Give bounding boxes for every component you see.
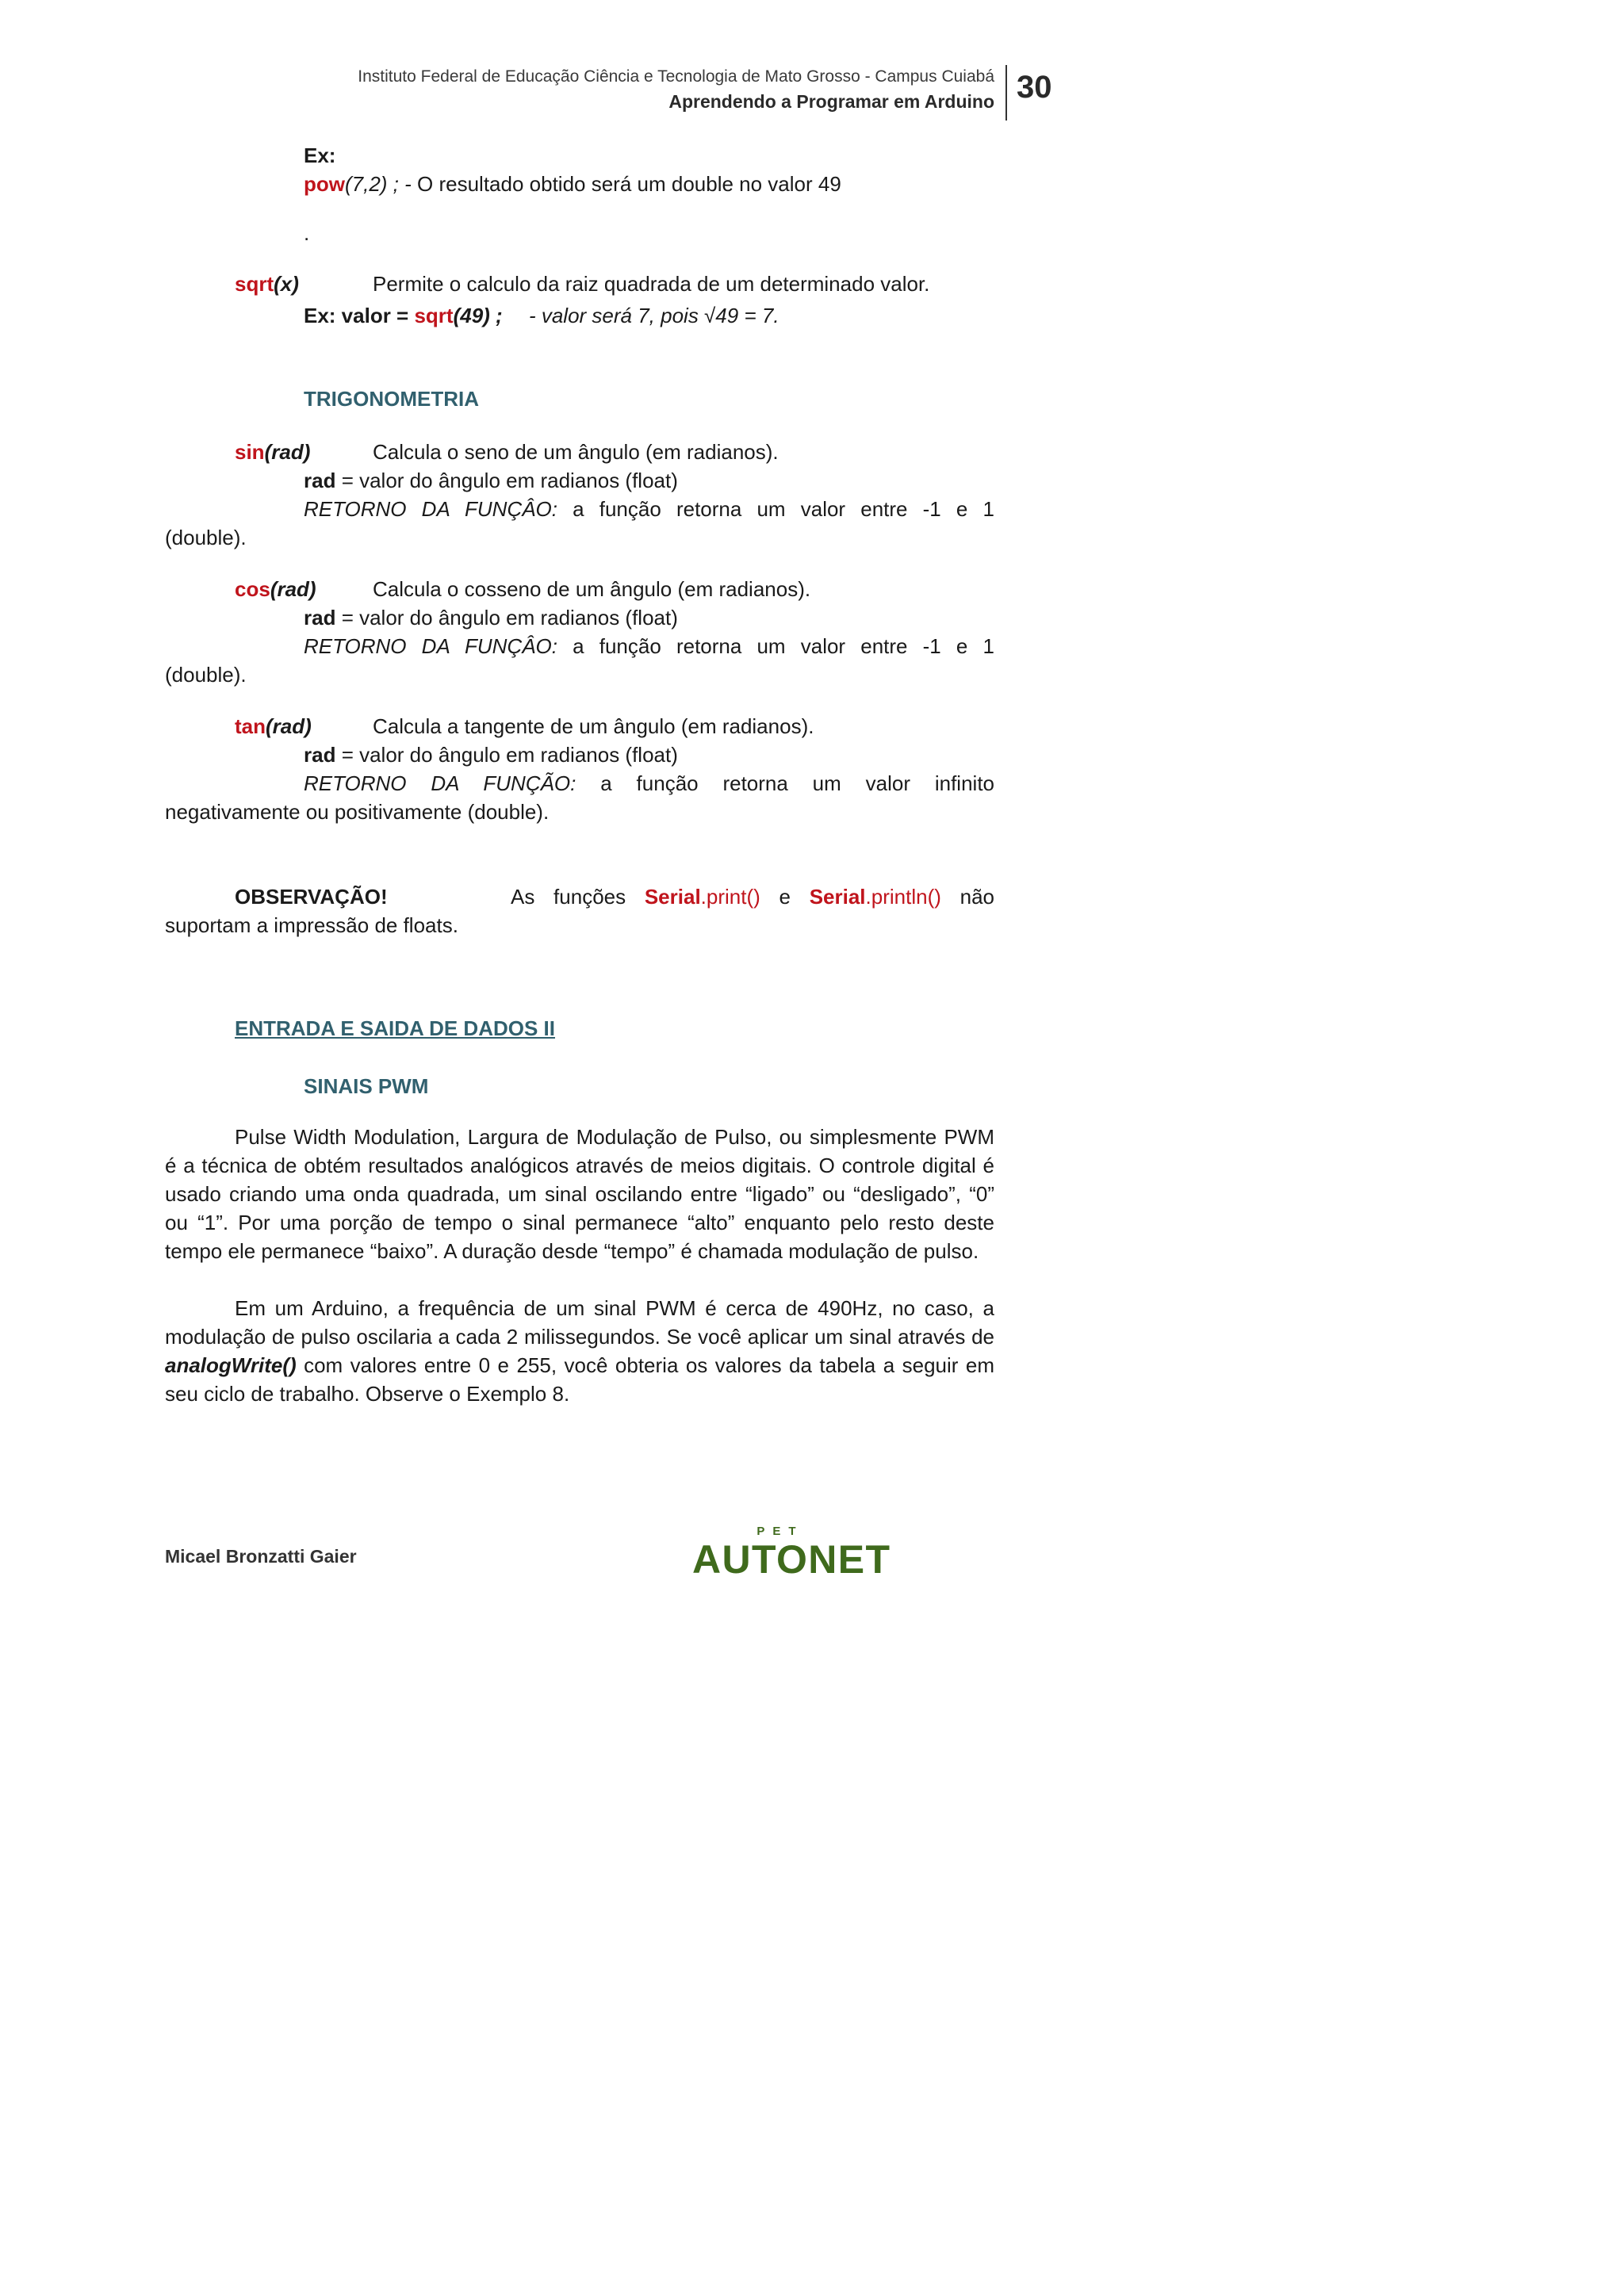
sqrt-example-func: sqrt	[414, 304, 454, 327]
tan-param-desc: = valor do ângulo em radianos (float)	[335, 743, 678, 767]
sqrt-arg: (x)	[274, 272, 299, 296]
sin-function-name: sin	[235, 440, 265, 464]
pwm-paragraph-1: Pulse Width Modulation, Largura de Modulação de Pulso, ou simplesmente PWM é a técnica de obtém resultados analógicos através de meios digitais. O controle digital é usado criando uma onda quadrada, um sinal oscilando entre “ligado” ou “desligado”, “0” ou “1”. Por uma porção de tempo o sinal permanece “alto” enquanto pelo resto deste tempo ele permanece “baixo”. A duração desde “tempo” é chamada modulação de pulso.	[165, 1125, 994, 1263]
print-method: .print()	[700, 885, 760, 909]
sqrt-example-note: - valor será 7, pois √49 = 7.	[528, 304, 779, 327]
sin-return	[304, 495, 994, 523]
observation-label: OBSERVAÇÃO!	[235, 885, 388, 909]
cos-return-label: RETORNO DA FUNÇÂO:	[304, 634, 557, 658]
cos-return-text: a função retorna um valor entre -1 e 1	[557, 634, 994, 658]
observation-text	[511, 882, 994, 911]
tan-description: Calcula a tangente de um ângulo (em radianos).	[373, 714, 814, 738]
cos-return-cont: (double).	[165, 663, 247, 687]
pwm-paragraph-2-a: Em um Arduino, a frequência de um sinal PWM é cerca de 490Hz, no caso, a modulação de pulso oscilaria a cada 2 milissegundos. Se você aplicar um sinal através de	[165, 1296, 994, 1349]
analogwrite-function: analogWrite()	[165, 1353, 297, 1377]
tan-return-label: RETORNO DA FUNÇÃO:	[304, 771, 576, 795]
tan-return-text: a função retorna um valor infinito	[576, 771, 995, 795]
trigonometry-heading: TRIGONOMETRIA	[304, 387, 479, 411]
logo-top-text: PET	[756, 1525, 804, 1538]
pow-example-label: Ex:	[304, 144, 336, 167]
cos-signature	[235, 575, 316, 603]
sin-param-name: rad	[304, 469, 336, 492]
pwm-heading: SINAIS PWM	[304, 1074, 429, 1098]
println-method: .println()	[865, 885, 941, 909]
tan-arg: (rad)	[266, 714, 312, 738]
pow-example-line	[304, 170, 841, 198]
sin-arg: (rad)	[264, 440, 311, 464]
cos-return	[304, 632, 994, 660]
section-heading: ENTRADA E SAIDA DE DADOS II	[235, 1016, 555, 1040]
tan-function-name: tan	[235, 714, 266, 738]
cos-function-name: cos	[235, 577, 270, 601]
page-number: 30	[1017, 70, 1052, 105]
observation-cont: suportam a impressão de floats.	[165, 913, 458, 937]
sqrt-signature	[235, 270, 299, 298]
page-header	[301, 65, 994, 114]
observation-and: e	[760, 885, 810, 909]
pwm-paragraph-2-b: com valores entre 0 e 255, você obteria os valores da tabela a seguir em seu ciclo de trabalho. Observe o Exemplo 8.	[165, 1353, 994, 1406]
tan-param	[304, 740, 678, 769]
pet-autonet-logo	[687, 1521, 896, 1578]
logo-main-text: AUTONET	[692, 1537, 891, 1578]
serial-keyword-1: Serial	[644, 885, 701, 909]
header-divider	[1005, 65, 1007, 121]
sqrt-example-args: (49) ;	[453, 304, 503, 327]
footer-author: Micael Bronzatti Gaier	[165, 1546, 357, 1567]
header-institution: Instituto Federal de Educação Ciência e Tecnologia de Mato Grosso - Campus Cuiabá	[358, 67, 994, 86]
observation-nao: não	[940, 885, 994, 909]
cos-param-name: rad	[304, 606, 336, 629]
sin-signature	[235, 438, 310, 466]
sin-param	[304, 466, 678, 495]
sin-return-label: RETORNO DA FUNÇÂO:	[304, 497, 557, 521]
sqrt-function-name: sqrt	[235, 272, 274, 296]
pow-result-text: O resultado obtido será um double no valor 49	[411, 172, 841, 196]
tan-signature	[235, 712, 312, 740]
tan-param-name: rad	[304, 743, 336, 767]
sin-description: Calcula o seno de um ângulo (em radianos).	[373, 440, 779, 464]
sin-return-cont: (double).	[165, 526, 247, 549]
pow-args: (7,2) ; -	[345, 172, 412, 196]
sqrt-example	[304, 301, 779, 330]
cos-param	[304, 603, 678, 632]
sin-return-text: a função retorna um valor entre -1 e 1	[557, 497, 994, 521]
pow-function-name: pow	[304, 172, 345, 196]
serial-keyword-2: Serial	[809, 885, 866, 909]
header-subtitle: Aprendendo a Programar em Arduino	[668, 91, 994, 112]
pwm-paragraph-2	[165, 1294, 994, 1408]
cos-arg: (rad)	[270, 577, 316, 601]
stray-dot: .	[304, 221, 310, 245]
sin-param-desc: = valor do ângulo em radianos (float)	[335, 469, 678, 492]
tan-return-cont: negativamente ou positivamente (double).	[165, 800, 550, 824]
sqrt-example-label: Ex: valor =	[304, 304, 415, 327]
cos-param-desc: = valor do ângulo em radianos (float)	[335, 606, 678, 629]
cos-description: Calcula o cosseno de um ângulo (em radianos).	[373, 577, 811, 601]
observation-text1: As funções	[511, 885, 645, 909]
tan-return	[304, 769, 994, 798]
sqrt-description: Permite o calculo da raiz quadrada de um determinado valor.	[373, 272, 930, 296]
